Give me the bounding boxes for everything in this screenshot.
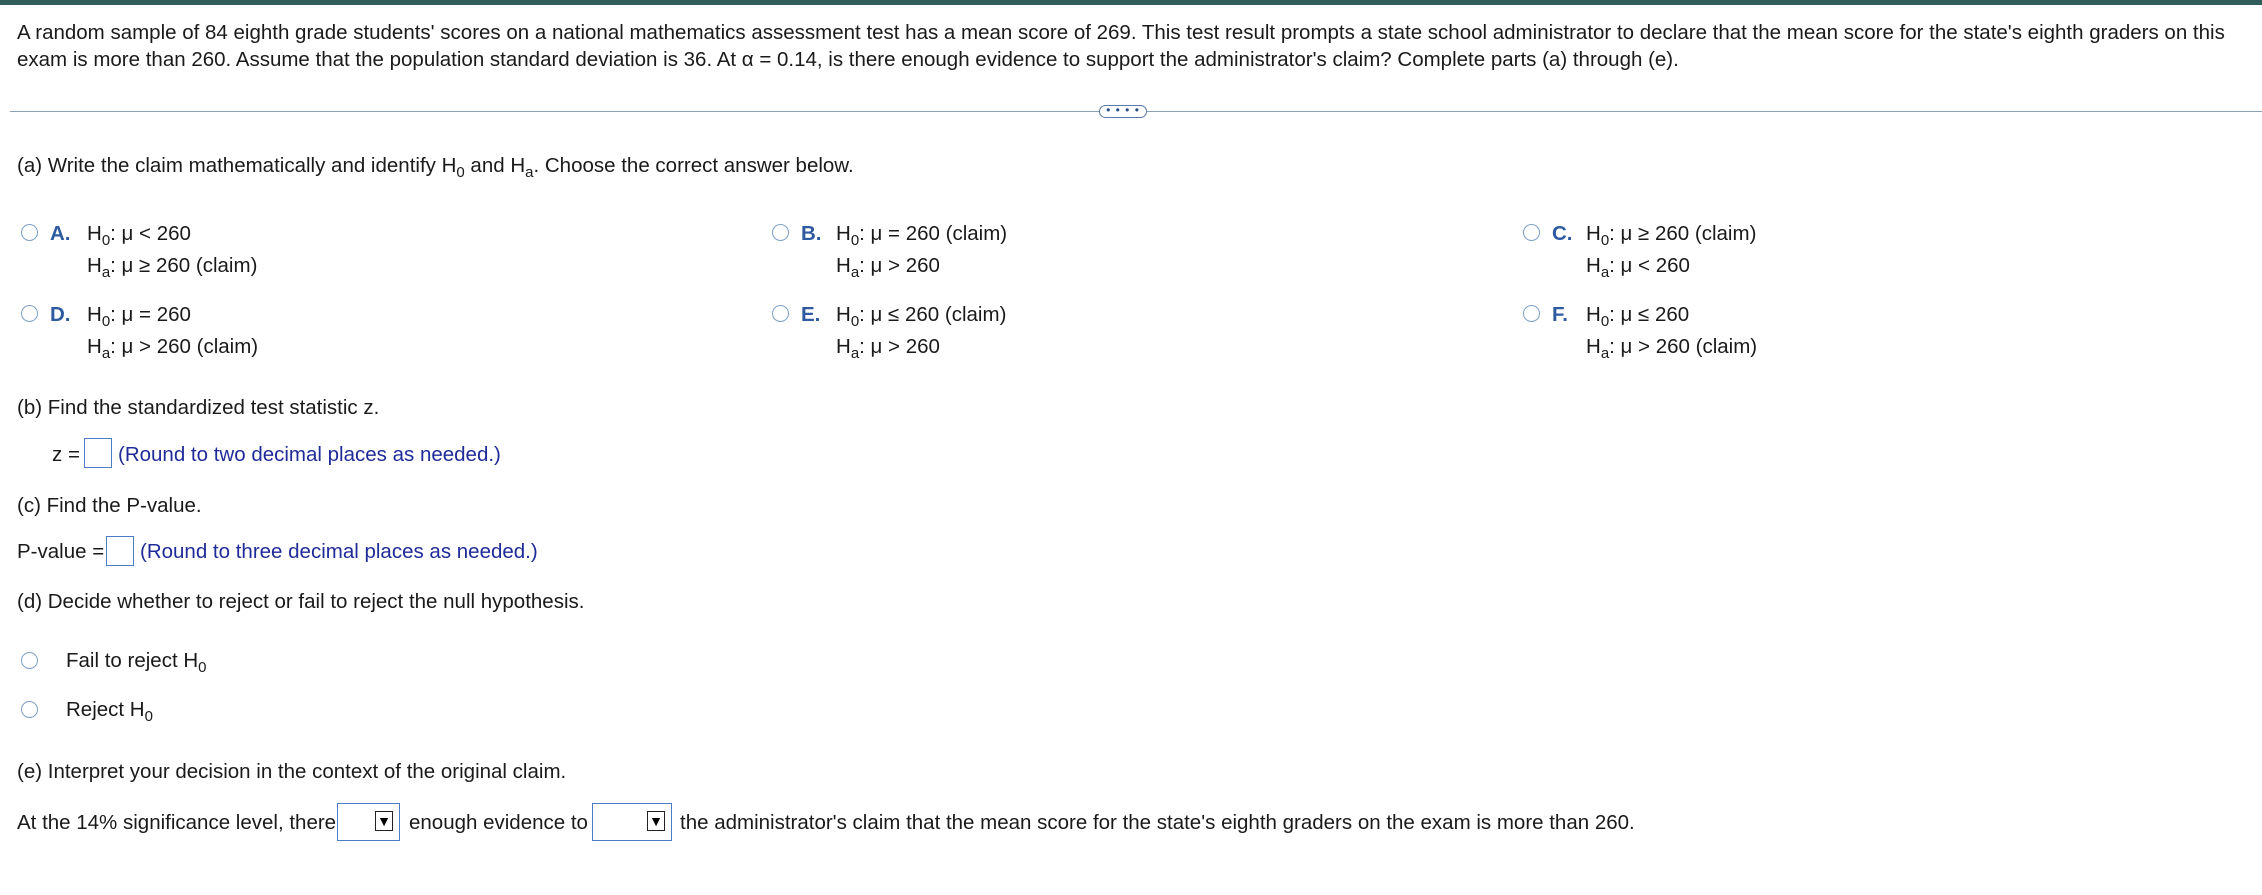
option-c-letter: C. [1552, 222, 1573, 245]
option-a-radio[interactable] [21, 224, 38, 241]
expand-more-button[interactable]: • • • • [1099, 105, 1147, 118]
top-accent-bar [0, 0, 2262, 5]
option-e-ha: $H_a$: μ > 260 [836, 335, 940, 362]
option-c-h0: $H_0$: μ ≥ 260 (claim) [1586, 222, 1757, 249]
option-b-ha: $H_a$: μ > 260 [836, 254, 940, 281]
option-d-letter: D. [50, 303, 71, 326]
option-c-radio[interactable] [1523, 224, 1540, 241]
part-e-text-post: the administrator's claim that the mean score for the state's eighth graders on the exam is more than 260. [680, 811, 1635, 834]
z-hint: (Round to two decimal places as needed.) [118, 443, 501, 466]
option-a-letter: A. [50, 222, 71, 245]
option-f-h0: $H_0$: μ ≤ 260 [1586, 303, 1690, 330]
part-e-prompt: (e) Interpret your decision in the context of the original claim. [17, 760, 567, 783]
p-value-hint: (Round to three decimal places as needed.) [140, 540, 538, 563]
z-input[interactable] [84, 438, 112, 468]
question-text: A random sample of 84 eighth grade students' scores on a national mathematics assessment test has a mean score of 269. This test result prompts a state school administrator to declare that the mean score for the state's eighth graders on this exam is more than 260. Assume that the population standard deviation is 36. At α = 0.14, is there enough evidence to support the administrator's claim? Complete parts (a) through (e). [17, 21, 2225, 71]
option-b-h0: $H_0$: μ = 260 (claim) [836, 222, 1008, 249]
option-d-ha: $H_a$: μ > 260 (claim) [87, 335, 259, 362]
part-c-prompt: (c) Find the P-value. [17, 494, 202, 517]
option-b-letter: B. [801, 222, 822, 245]
part-a-prompt: (a) Write the claim mathematically and identify $H_0$ and $H_a$. Choose the correct answer below. [17, 154, 854, 181]
reject-radio[interactable] [21, 701, 38, 718]
option-f-radio[interactable] [1523, 305, 1540, 322]
option-a-ha: $H_a$: μ ≥ 260 (claim) [87, 254, 258, 281]
option-e-letter: E. [801, 303, 821, 326]
reject-label: Reject $H_0$ [66, 698, 153, 725]
option-a-h0: $H_0$: μ < 260 [87, 222, 191, 249]
part-e-text-pre: At the 14% significance level, there [17, 811, 337, 834]
chevron-down-icon: ▼ [375, 811, 393, 831]
option-e-radio[interactable] [772, 305, 789, 322]
option-e-h0: $H_0$: μ ≤ 260 (claim) [836, 303, 1007, 330]
part-b-prompt: (b) Find the standardized test statistic z. [17, 396, 380, 419]
option-f-letter: F. [1552, 303, 1568, 326]
p-value-input[interactable] [106, 536, 134, 566]
chevron-down-icon: ▼ [647, 811, 665, 831]
part-e-text-mid: enough evidence to [409, 811, 588, 834]
z-label: z = [52, 443, 80, 466]
option-f-ha: $H_a$: μ > 260 (claim) [1586, 335, 1758, 362]
action-dropdown[interactable] [592, 803, 672, 841]
fail-to-reject-label: Fail to reject $H_0$ [66, 649, 207, 676]
option-c-ha: $H_a$: μ < 260 [1586, 254, 1690, 281]
fail-to-reject-radio[interactable] [21, 652, 38, 669]
option-b-radio[interactable] [772, 224, 789, 241]
part-d-prompt: (d) Decide whether to reject or fail to reject the null hypothesis. [17, 590, 585, 613]
option-d-h0: $H_0$: μ = 260 [87, 303, 191, 330]
option-d-radio[interactable] [21, 305, 38, 322]
p-value-label: P-value = [17, 540, 105, 563]
evidence-dropdown[interactable] [337, 803, 400, 841]
